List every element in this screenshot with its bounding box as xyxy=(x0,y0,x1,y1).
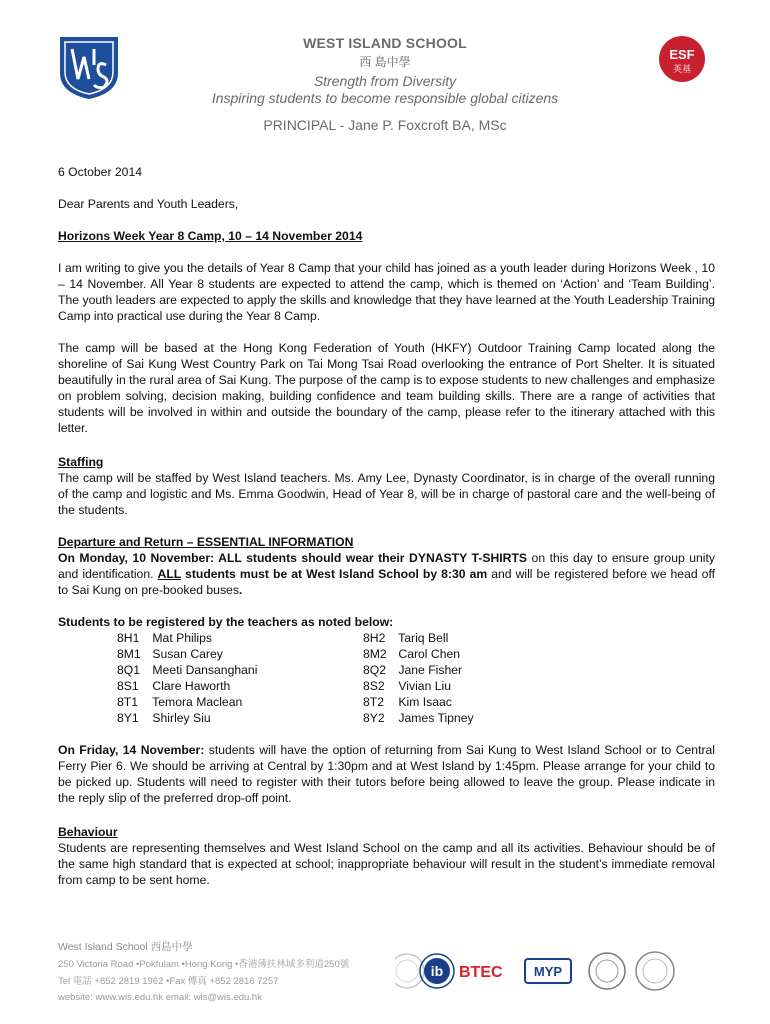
teacher-name: Vivian Liu xyxy=(398,679,452,693)
school-name: WEST ISLAND SCHOOL xyxy=(303,35,467,51)
footer-phone: Tel 電話 +852 2819 1962 •Fax 傳真 +852 2816 7257 xyxy=(58,976,279,987)
table-row xyxy=(117,646,537,662)
footer-web: website: www.wis.edu.hk email: wis@wis.edu.hk xyxy=(58,992,262,1003)
footer-address: 250 Victoria Road •Pokfulam •Hong Kong •香港薄扶林域多利道250號 xyxy=(58,959,350,970)
accreditation-seal-icon xyxy=(589,953,625,989)
letter-date: 6 October 2014 xyxy=(58,165,143,179)
class-code: 8S1 xyxy=(117,679,139,693)
principal-line: PRINCIPAL - Jane P. Foxcroft BA, MSc xyxy=(263,117,507,133)
teacher-name: Temora Maclean xyxy=(152,695,243,709)
motto-line-1: Strength from Diversity xyxy=(313,73,457,89)
council-international-schools-icon xyxy=(636,952,674,990)
svg-text:MYP: MYP xyxy=(533,964,563,979)
class-code: 8M2 xyxy=(363,647,387,661)
friday-paragraph xyxy=(58,742,715,806)
school-name-chinese: 西 島中學 xyxy=(359,55,411,69)
friday-bold: On Friday, 14 November: xyxy=(58,743,205,757)
svg-text:ib: ib xyxy=(430,963,444,979)
myp-logo xyxy=(525,959,571,983)
class-code: 8Q2 xyxy=(363,663,387,677)
paragraph-intro: I am writing to give you the details of Year 8 Camp that your child has joined as a youth leader during Horizons Week , 10 – 14 November. All Year 8 students are expected to attend the camp, which is themed on ‘Action’ and ‘Team Building’. The youth leaders are expected to apply the skills and knowledge that they have learned at the Youth Leadership Training Camp into practical use during the Year 8 Camp. xyxy=(58,261,715,323)
class-code: 8Q1 xyxy=(117,663,141,677)
table-row xyxy=(117,694,537,710)
departure-bold-monday: On Monday, 10 November: ALL students should wear their DYNASTY T-SHIRTS xyxy=(58,551,528,565)
esf-logo-text: ESF xyxy=(669,47,695,62)
teacher-name: Shirley Siu xyxy=(152,711,211,725)
departure-period: . xyxy=(238,583,243,597)
esf-logo-chinese: 英基 xyxy=(672,65,692,75)
departure-text xyxy=(58,550,715,598)
teacher-name: Tariq Bell xyxy=(398,631,449,645)
class-code: 8S2 xyxy=(363,679,385,693)
staffing-heading: Staffing xyxy=(58,455,104,469)
class-code: 8H1 xyxy=(117,631,140,645)
accreditation-logos xyxy=(395,948,715,994)
ib-logo xyxy=(420,954,454,988)
paragraph-camp-location: The camp will be based at the Hong Kong Federation of Youth (HKFY) Outdoor Training Camp located along the shoreline of Sai Kung West Country Park on Tai Mong Tsai Road overlooking the entrance of Port Shelter. It is situated beautifully in the rural area of Sai Kung. The purpose of the camp is to expose students to new challenges and emphasize on problem solving, decision making, building confidence and team building skills. There are a range of activities that students will be involved in within and outside the boundary of the camp, please refer to the itinerary attached with this letter. xyxy=(58,341,715,435)
motto-line-2: Inspiring students to become responsible global citizens xyxy=(211,90,559,106)
departure-text-buses: and will be registered before we head off to Sai Kung on pre-booked buses xyxy=(58,567,715,597)
teacher-name: Susan Carey xyxy=(152,647,223,661)
departure-all: ALL xyxy=(157,567,182,581)
teacher-name: Mat Philips xyxy=(152,631,212,645)
table-row xyxy=(117,662,537,678)
class-code: 8T2 xyxy=(363,695,385,709)
footer-school-name: West Island School 西島中學 xyxy=(58,941,193,953)
register-heading: Students to be registered by the teachers as noted below: xyxy=(58,615,394,629)
friday-text: students will have the option of returning from Sai Kung to West Island School or to Central Ferry Pier 6. We should be arriving at Central by 1:30pm and at West Island by 1:45pm. Please arrange for your child to be picked up. Students will need to register with their tutors before being allowed to leave the group. Please indicate in the reply slip of the preferred drop-off point. xyxy=(58,743,715,805)
departure-text-unity: on this day to ensure group unity and identification. xyxy=(58,551,715,581)
class-code: 8M1 xyxy=(117,647,141,661)
behaviour-text: Students are representing themselves and West Island School on the camp and all its activities. Behaviour should be of the same high standard that is expected at school; inappropriate behaviour will result in the student’s immediate removal from camp to be sent home. xyxy=(58,841,715,887)
table-row xyxy=(117,710,537,726)
btec-logo: BTEC xyxy=(459,964,503,981)
departure-heading: Departure and Return – ESSENTIAL INFORMATION xyxy=(58,535,354,549)
teacher-name: Clare Haworth xyxy=(152,679,231,693)
staffing-text: The camp will be staffed by West Island teachers. Ms. Amy Lee, Dynasty Coordinator, is in charge of the overall running of the camp and logistic and Ms. Emma Goodwin, Head of Year 8, will be in charge of pastoral care and the well-being of the students. xyxy=(58,471,715,517)
class-code: 8Y2 xyxy=(363,711,385,725)
teacher-name: James Tipney xyxy=(398,711,474,725)
behaviour-heading: Behaviour xyxy=(58,825,118,839)
departure-bold-time: students must be at West Island School by 8:30 am xyxy=(181,567,488,581)
salutation: Dear Parents and Youth Leaders, xyxy=(58,197,239,211)
class-code: 8H2 xyxy=(363,631,386,645)
table-row xyxy=(117,678,537,694)
table-row xyxy=(117,630,537,646)
teacher-name: Jane Fisher xyxy=(398,663,463,677)
letter-subject: Horizons Week Year 8 Camp, 10 – 14 November 2014 xyxy=(58,229,363,243)
teacher-name: Meeti Dansanghani xyxy=(152,663,258,677)
registration-table xyxy=(117,630,537,726)
class-code: 8Y1 xyxy=(117,711,139,725)
teacher-name: Kim Isaac xyxy=(398,695,452,709)
class-code: 8T1 xyxy=(117,695,139,709)
teacher-name: Carol Chen xyxy=(398,647,461,661)
esf-logo xyxy=(658,35,706,83)
